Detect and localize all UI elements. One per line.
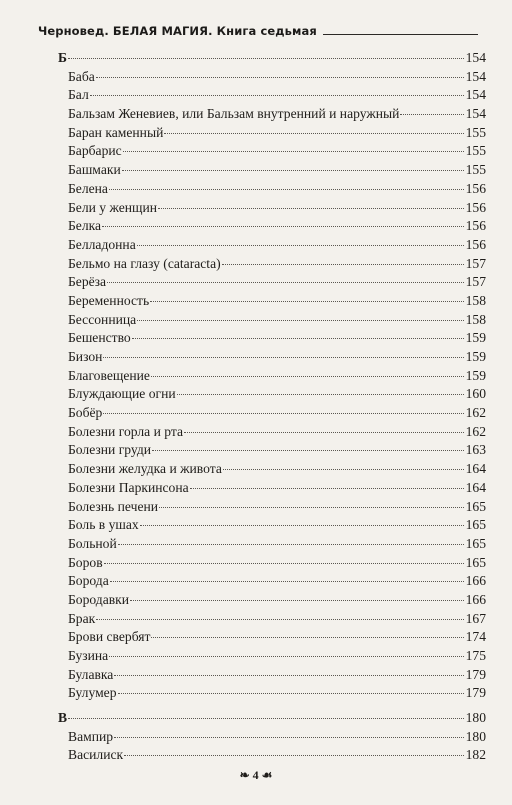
toc-leader-dots xyxy=(103,357,463,358)
ornament-right-icon: ☙ xyxy=(261,768,273,782)
toc-entry-row xyxy=(68,516,486,535)
toc-page-number: 164 xyxy=(465,461,486,477)
toc-entry-row xyxy=(68,628,486,647)
toc-entry-row xyxy=(68,161,486,180)
toc-entry-row xyxy=(68,460,486,479)
toc-entry-label: Бородавки xyxy=(68,591,130,607)
toc-entry-row xyxy=(68,255,486,274)
ornament-left-icon: ❧ xyxy=(239,768,250,782)
toc-entry-row xyxy=(68,311,486,330)
toc-entry-row xyxy=(68,199,486,218)
toc-entry-label: Брови свербят xyxy=(68,629,151,645)
toc-leader-dots xyxy=(400,114,463,115)
toc-page-number: 158 xyxy=(465,311,486,327)
toc-leader-dots xyxy=(124,755,464,756)
toc-page-number: 156 xyxy=(465,236,486,252)
toc-leader-dots xyxy=(96,619,463,620)
toc-entry-label: Василиск xyxy=(68,747,124,763)
toc-entry-row xyxy=(68,684,486,703)
toc-leader-dots xyxy=(184,432,464,433)
toc-entry-row xyxy=(68,591,486,610)
toc-leader-dots xyxy=(151,637,463,638)
toc-entry-label: Бальзам Женевиев, или Бальзам внутренний и наружный xyxy=(68,106,400,122)
toc-page-number: 165 xyxy=(465,498,486,514)
toc-page-number: 165 xyxy=(465,535,486,551)
toc-entry-row xyxy=(68,647,486,666)
toc-entry-row xyxy=(68,273,486,292)
toc-leader-dots xyxy=(104,563,464,564)
toc-entry-label: Болезни желудка и живота xyxy=(68,461,222,477)
toc-entry-label: Брак xyxy=(68,610,96,626)
toc-page-number: 166 xyxy=(465,573,486,589)
toc-leader-dots xyxy=(158,208,464,209)
toc-page-number: 157 xyxy=(465,274,486,290)
toc-entry-label: Бешенство xyxy=(68,330,131,346)
toc-leader-dots xyxy=(137,245,464,246)
toc-entry-row xyxy=(68,292,486,311)
toc-section-letter: В xyxy=(58,710,68,726)
toc-page-number: 154 xyxy=(465,106,486,122)
toc-entry-label: Болезни груди xyxy=(68,442,152,458)
toc-leader-dots xyxy=(122,170,464,171)
toc-leader-dots xyxy=(107,282,464,283)
toc-page-number: 180 xyxy=(465,728,486,744)
toc-page-number: 160 xyxy=(465,386,486,402)
toc-entry-row xyxy=(68,367,486,386)
toc-leader-dots xyxy=(152,450,464,451)
toc-entry-label: Благовещение xyxy=(68,367,150,383)
table-of-contents xyxy=(58,49,486,765)
toc-leader-dots xyxy=(190,488,464,489)
toc-page-number: 165 xyxy=(465,554,486,570)
page-footer xyxy=(0,768,512,783)
toc-entry-row xyxy=(68,124,486,143)
toc-entry-label: Баба xyxy=(68,68,95,84)
toc-entry-row xyxy=(68,68,486,87)
toc-entry-row xyxy=(68,666,486,685)
toc-page-number: 156 xyxy=(465,199,486,215)
toc-entry-row xyxy=(68,348,486,367)
toc-leader-dots xyxy=(110,581,464,582)
toc-entry-label: Бельмо на глазу (cataracta) xyxy=(68,255,221,271)
toc-entry-row xyxy=(68,479,486,498)
toc-entry-label: Бузина xyxy=(68,648,109,663)
toc-page-number: 155 xyxy=(465,162,486,178)
toc-entry-label: Блуждающие огни xyxy=(68,386,176,402)
running-header xyxy=(38,24,478,38)
toc-leader-dots xyxy=(150,301,463,302)
toc-leader-dots xyxy=(109,189,464,190)
toc-entry-row xyxy=(68,441,486,460)
toc-leader-dots xyxy=(114,675,463,676)
toc-leader-dots xyxy=(132,338,464,339)
toc-entry-row xyxy=(68,746,486,765)
toc-page-number: 162 xyxy=(465,405,486,421)
toc-section-row xyxy=(58,709,486,728)
toc-page-number: 162 xyxy=(465,423,486,439)
toc-entry-label: Вампир xyxy=(68,728,114,744)
toc-entry-label: Башмаки xyxy=(68,162,121,178)
toc-entry-row xyxy=(68,385,486,404)
toc-leader-dots xyxy=(102,226,464,227)
toc-page-number: 155 xyxy=(465,124,486,140)
toc-page-number: 165 xyxy=(465,517,486,533)
toc-leader-dots xyxy=(103,413,463,414)
toc-entry-label: Бизон xyxy=(68,349,103,364)
toc-entry-row xyxy=(68,554,486,573)
toc-entry-label: Борода xyxy=(68,573,109,589)
toc-entry-label: Булавка xyxy=(68,666,114,682)
toc-entry-label: Бессонница xyxy=(68,311,137,327)
toc-page-number: 159 xyxy=(465,349,486,364)
toc-page-number: 156 xyxy=(465,218,486,234)
toc-entry-label: Беременность xyxy=(68,292,150,308)
toc-page-number: 163 xyxy=(465,442,486,458)
toc-entry-label: Баран каменный xyxy=(68,124,164,140)
toc-leader-dots xyxy=(164,133,463,134)
header-rule xyxy=(323,34,478,35)
toc-entry-row xyxy=(68,535,486,554)
toc-leader-dots xyxy=(177,394,464,395)
toc-entry-row xyxy=(68,142,486,161)
toc-page-number: 180 xyxy=(465,710,486,726)
toc-page-number: 154 xyxy=(465,68,486,84)
toc-leader-dots xyxy=(223,469,464,470)
toc-leader-dots xyxy=(96,77,464,78)
toc-leader-dots xyxy=(68,718,464,719)
toc-entry-label: Берёза xyxy=(68,274,107,290)
toc-entry-label: Болезни горла и рта xyxy=(68,423,184,439)
toc-page-number: 154 xyxy=(465,50,486,65)
toc-leader-dots xyxy=(90,95,464,96)
toc-entry-label: Бал xyxy=(68,87,89,103)
toc-entry-label: Боль в ушах xyxy=(68,517,139,533)
toc-entry-label: Боров xyxy=(68,554,103,570)
toc-leader-dots xyxy=(123,151,464,152)
toc-entry-row xyxy=(68,105,486,124)
toc-leader-dots xyxy=(222,264,464,265)
toc-page-number: 167 xyxy=(465,610,486,626)
toc-entry-label: Белена xyxy=(68,180,108,196)
toc-page-number: 179 xyxy=(465,666,486,682)
header-title: Черновед. БЕЛАЯ МАГИЯ. Книга седьмая xyxy=(38,24,317,38)
toc-leader-dots xyxy=(109,656,463,657)
toc-entry-label: Бобёр xyxy=(68,405,103,421)
toc-section-row xyxy=(58,49,486,68)
toc-entry-label: Барбарис xyxy=(68,143,122,159)
toc-entry-row xyxy=(68,329,486,348)
toc-entry-row xyxy=(68,404,486,423)
toc-entry-row xyxy=(68,498,486,517)
toc-entry-label: Булумер xyxy=(68,685,117,701)
toc-entry-label: Белладонна xyxy=(68,236,136,252)
toc-page-number: 159 xyxy=(465,330,486,346)
toc-leader-dots xyxy=(114,737,464,738)
page-number: 4 xyxy=(252,768,259,782)
toc-leader-dots xyxy=(68,58,464,59)
toc-leader-dots xyxy=(159,507,464,508)
toc-page-number: 159 xyxy=(465,367,486,383)
toc-entry-row xyxy=(68,728,486,747)
toc-page-number: 182 xyxy=(465,747,486,763)
toc-leader-dots xyxy=(151,376,464,377)
toc-entry-label: Больной xyxy=(68,535,117,551)
toc-page-number: 154 xyxy=(465,87,486,103)
toc-page-number: 175 xyxy=(465,648,486,663)
toc-page-number: 179 xyxy=(465,685,486,701)
toc-page-number: 155 xyxy=(465,143,486,159)
toc-page-number: 158 xyxy=(465,292,486,308)
toc-entry-row xyxy=(68,610,486,629)
toc-entry-row xyxy=(68,217,486,236)
toc-entry-row xyxy=(68,572,486,591)
toc-leader-dots xyxy=(118,544,464,545)
toc-entry-label: Бели у женщин xyxy=(68,199,158,215)
toc-entry-row xyxy=(68,236,486,255)
toc-section-letter: Б xyxy=(58,50,67,65)
toc-leader-dots xyxy=(130,600,464,601)
toc-leader-dots xyxy=(140,525,464,526)
toc-page-number: 166 xyxy=(465,591,486,607)
toc-page-number: 157 xyxy=(465,255,486,271)
toc-page-number: 174 xyxy=(465,629,486,645)
toc-entry-row xyxy=(68,423,486,442)
toc-leader-dots xyxy=(118,693,464,694)
toc-entry-label: Белка xyxy=(68,218,102,234)
toc-page-number: 164 xyxy=(465,479,486,495)
toc-page-number: 156 xyxy=(465,180,486,196)
toc-entry-row xyxy=(68,180,486,199)
toc-leader-dots xyxy=(137,320,463,321)
toc-entry-row xyxy=(68,86,486,105)
toc-entry-label: Болезни Паркинсона xyxy=(68,479,189,495)
toc-entry-label: Болезнь печени xyxy=(68,498,159,514)
